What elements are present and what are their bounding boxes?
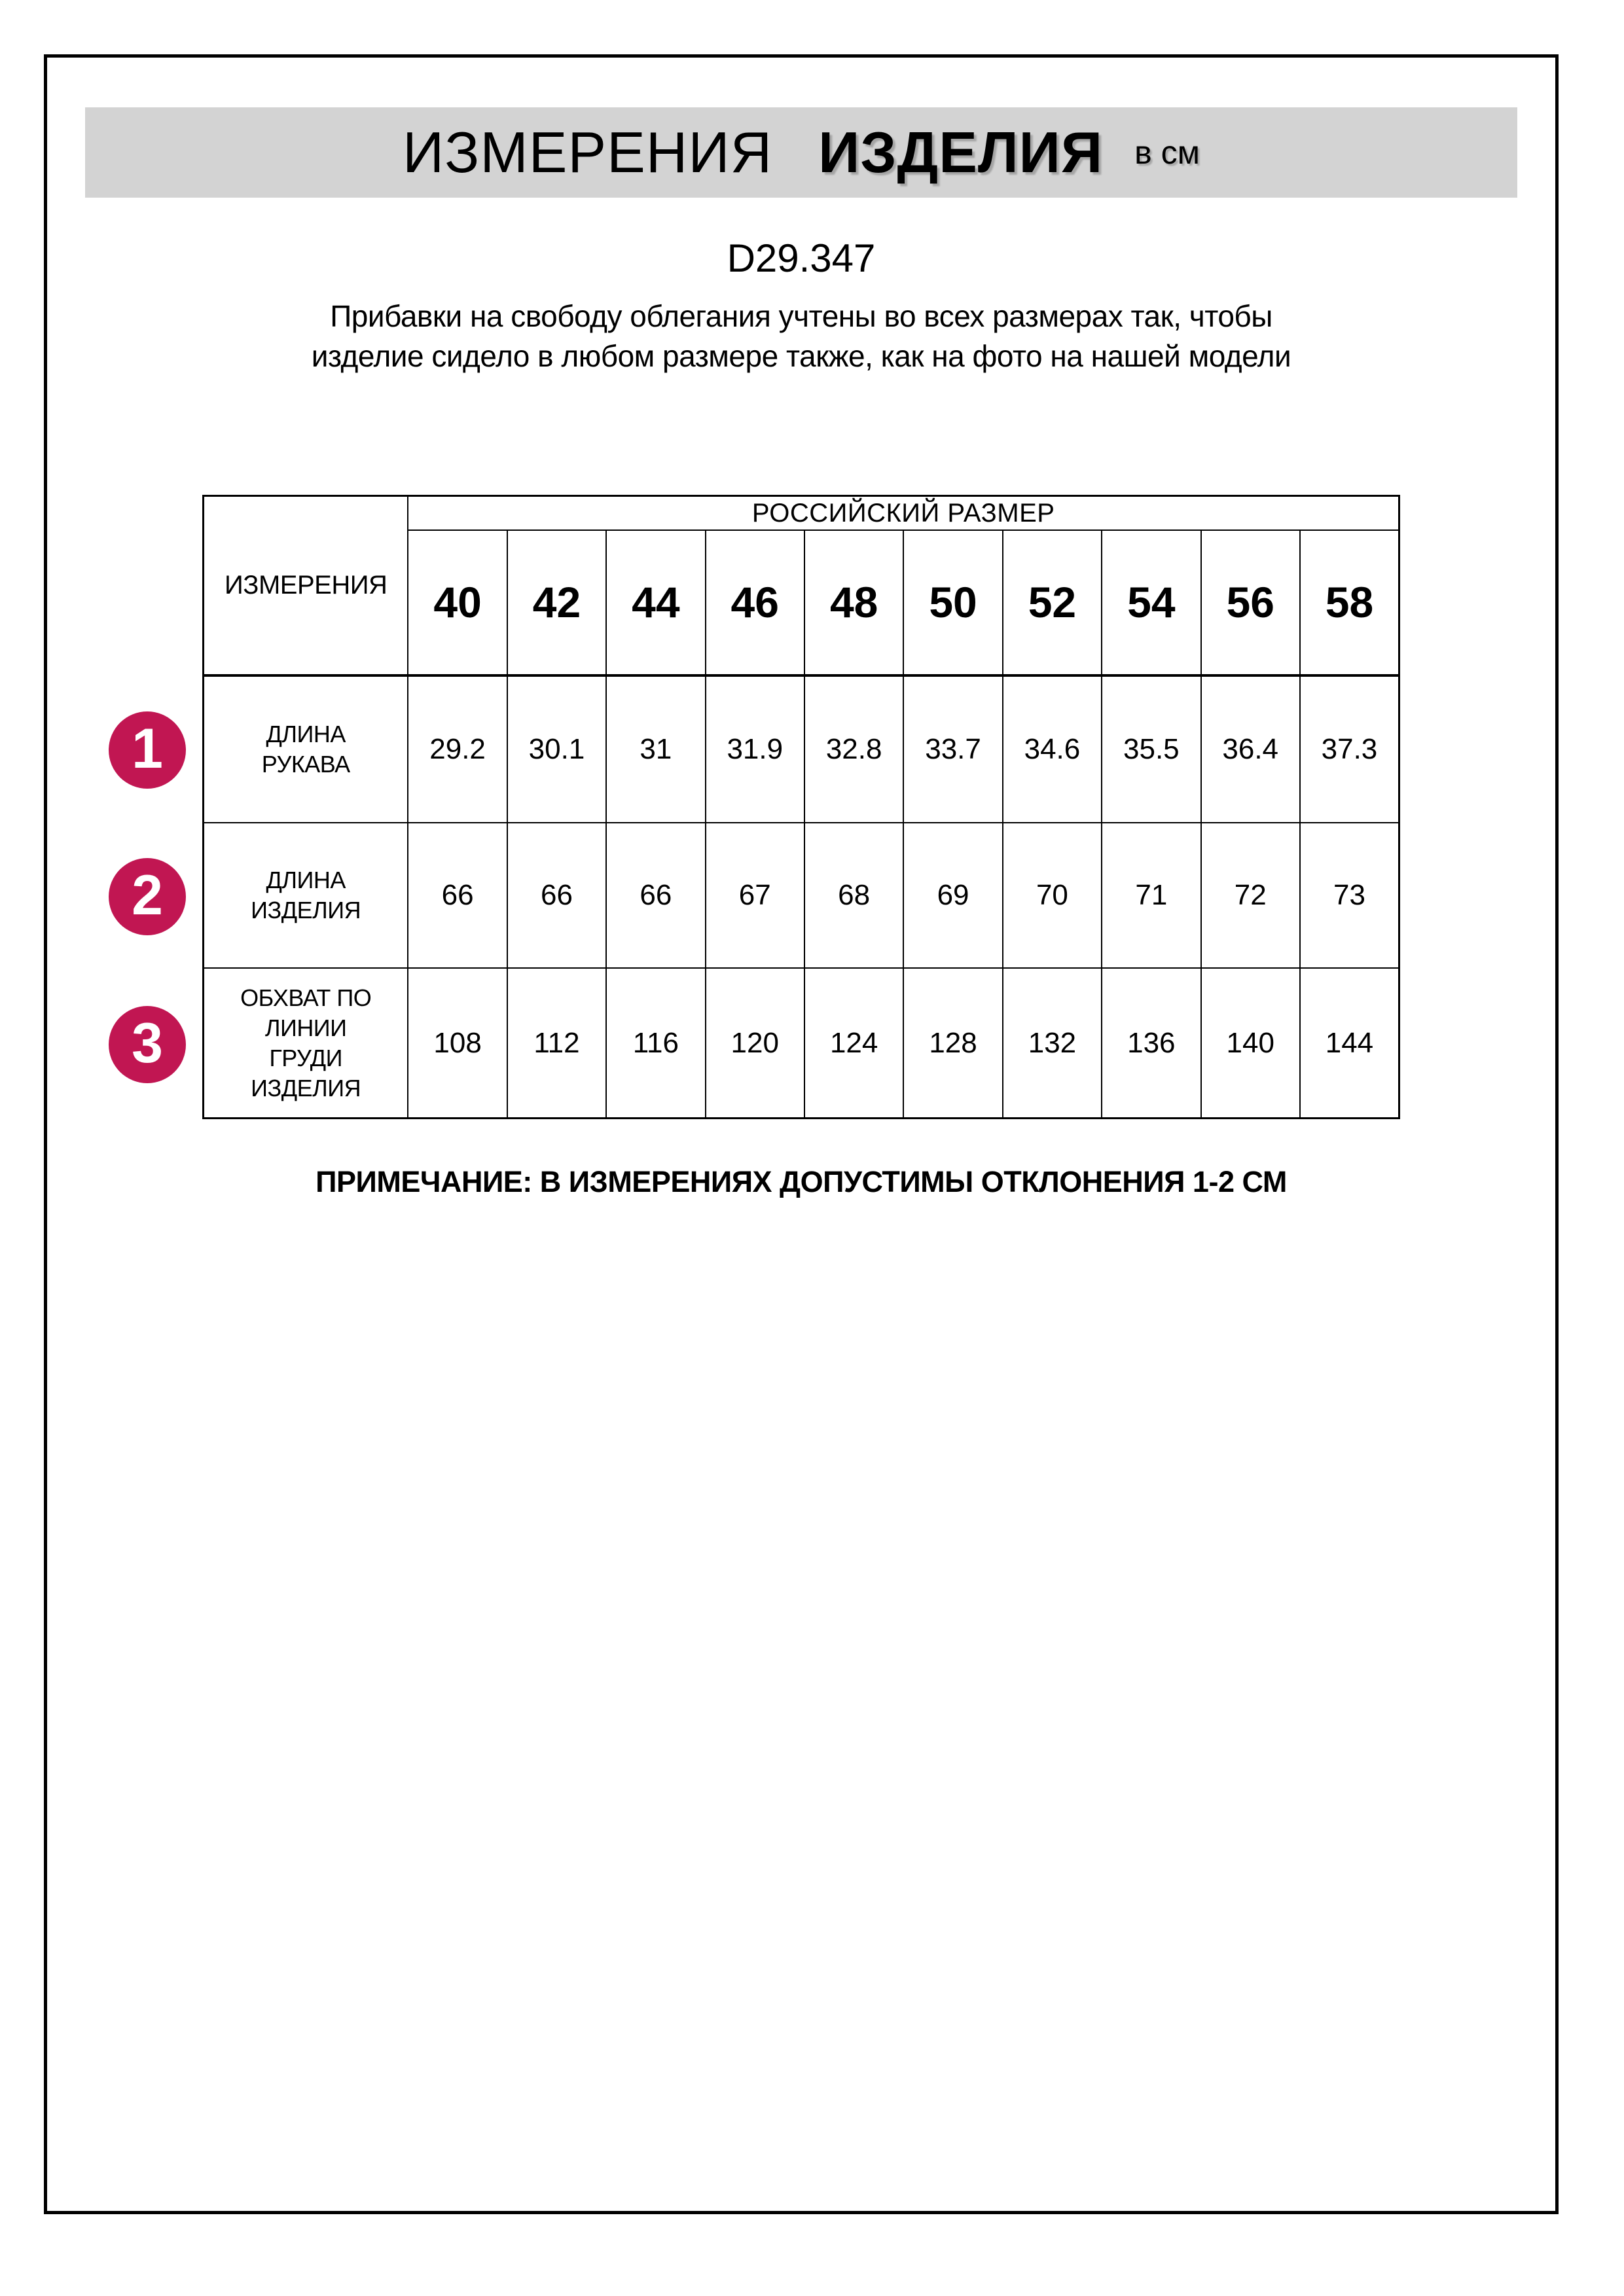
measurement-value: 124 (804, 968, 903, 1119)
size-table-wrap (132, 495, 1400, 1119)
measurement-value: 72 (1201, 823, 1300, 968)
badge-number: 3 (132, 1012, 163, 1075)
measurement-value: 73 (1300, 823, 1399, 968)
badge-number: 1 (132, 717, 163, 781)
measurement-value: 68 (804, 823, 903, 968)
badge-number: 2 (132, 864, 163, 927)
measurement-row-3 (204, 968, 1399, 1119)
measurement-value: 29.2 (408, 675, 507, 823)
page-frame (44, 54, 1559, 2214)
measurement-value: 69 (903, 823, 1002, 968)
russian-size-group-header: РОССИЙСКИЙ РАЗМЕР (408, 496, 1399, 530)
measurement-label-text: ОБХВАТ ПО ЛИНИИ ГРУДИ ИЗДЕЛИЯ (240, 984, 372, 1102)
measurement-label-text: ДЛИНА РУКАВА (261, 720, 350, 778)
measurement-value: 32.8 (804, 675, 903, 823)
measurements-column-header: ИЗМЕРЕНИЯ (204, 496, 408, 675)
measurement-label (204, 823, 408, 968)
measurement-value: 70 (1003, 823, 1102, 968)
size-header-44: 44 (606, 530, 705, 675)
size-header-40: 40 (408, 530, 507, 675)
size-header-54: 54 (1102, 530, 1200, 675)
measurement-value: 128 (903, 968, 1002, 1119)
measurement-value: 66 (408, 823, 507, 968)
measurement-value: 112 (507, 968, 606, 1119)
measurement-label (204, 968, 408, 1119)
measurement-value: 144 (1300, 968, 1399, 1119)
measurement-value: 66 (507, 823, 606, 968)
measurement-value: 34.6 (1003, 675, 1102, 823)
size-header-46: 46 (706, 530, 804, 675)
size-header-52: 52 (1003, 530, 1102, 675)
size-table (202, 495, 1400, 1119)
row-number-badge-3 (109, 1006, 186, 1083)
measurement-label-text: ДЛИНА ИЗДЕЛИЯ (251, 866, 361, 924)
measurement-value: 36.4 (1201, 675, 1300, 823)
measurement-value: 37.3 (1300, 675, 1399, 823)
size-header-48: 48 (804, 530, 903, 675)
row-number-badge-2 (109, 858, 186, 935)
measurement-label (204, 675, 408, 823)
row-number-badge-1 (109, 711, 186, 789)
fit-description: Прибавки на свободу облегания учтены во всех размерах так, чтобы изделие сидело в любом размере также, как на фото на нашей модели (311, 299, 1291, 373)
measurement-value: 67 (706, 823, 804, 968)
measurement-value: 35.5 (1102, 675, 1200, 823)
measurement-value: 33.7 (903, 675, 1002, 823)
measurement-value: 31 (606, 675, 705, 823)
note-text: ПРИМЕЧАНИЕ: В ИЗМЕРЕНИЯХ ДОПУСТИМЫ ОТКЛОНЕНИЯ 1-2 СМ (316, 1165, 1287, 1199)
measurement-value: 116 (606, 968, 705, 1119)
title-unit: в см (1134, 134, 1200, 171)
measurement-value: 66 (606, 823, 705, 968)
title-word-product: ИЗДЕЛИЯ (818, 120, 1104, 185)
measurement-value: 108 (408, 968, 507, 1119)
size-header-56: 56 (1201, 530, 1300, 675)
measurement-value: 71 (1102, 823, 1200, 968)
size-header-42: 42 (507, 530, 606, 675)
measurement-value: 30.1 (507, 675, 606, 823)
size-header-50: 50 (903, 530, 1002, 675)
measurement-row-2 (204, 823, 1399, 968)
table-header-row (204, 496, 1399, 530)
measurement-value: 132 (1003, 968, 1102, 1119)
measurement-value: 136 (1102, 968, 1200, 1119)
measurement-value: 140 (1201, 968, 1300, 1119)
size-header-58: 58 (1300, 530, 1399, 675)
measurement-row-1 (204, 675, 1399, 823)
title-word-measurements: ИЗМЕРЕНИЯ (402, 120, 773, 185)
measurement-value: 31.9 (706, 675, 804, 823)
title-bar (85, 107, 1517, 198)
measurement-value: 120 (706, 968, 804, 1119)
product-code: D29.347 (727, 236, 876, 280)
